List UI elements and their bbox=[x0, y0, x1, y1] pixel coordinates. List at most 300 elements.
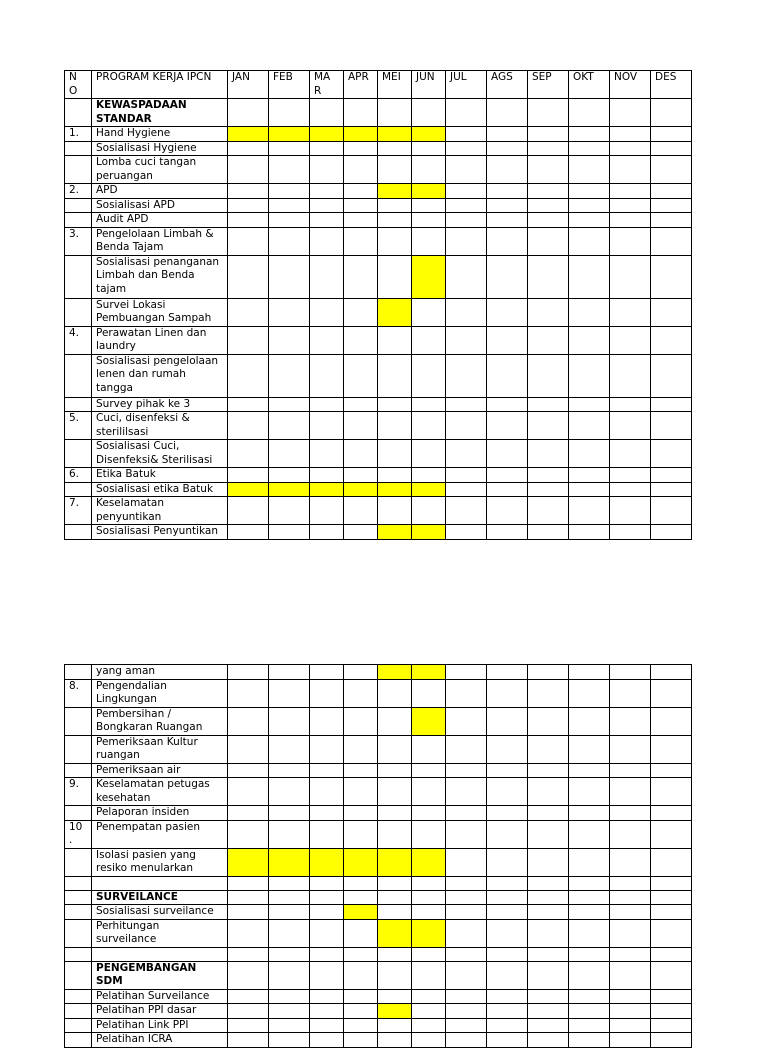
table-row bbox=[65, 184, 692, 199]
month-cell bbox=[310, 99, 344, 127]
month-cell bbox=[310, 735, 344, 763]
row-number bbox=[65, 876, 92, 890]
scheduled-month-cell bbox=[378, 848, 412, 876]
month-cell bbox=[228, 298, 269, 326]
program-item bbox=[92, 876, 228, 890]
month-cell bbox=[310, 876, 344, 890]
month-cell bbox=[412, 468, 446, 483]
header-month: DES bbox=[651, 71, 692, 99]
month-cell bbox=[487, 665, 528, 680]
header-month: JUN bbox=[412, 71, 446, 99]
month-cell bbox=[569, 1018, 610, 1033]
table-row bbox=[65, 227, 692, 255]
month-cell bbox=[269, 440, 310, 468]
month-cell bbox=[610, 848, 651, 876]
month-cell bbox=[344, 156, 378, 184]
row-number bbox=[65, 156, 92, 184]
month-cell bbox=[569, 525, 610, 540]
month-cell bbox=[610, 947, 651, 961]
scheduled-month-cell bbox=[378, 127, 412, 142]
month-cell bbox=[378, 255, 412, 298]
month-cell bbox=[569, 763, 610, 778]
month-cell bbox=[569, 468, 610, 483]
row-number: 3. bbox=[65, 227, 92, 255]
section-heading: KEWASPADAAN STANDAR bbox=[92, 99, 228, 127]
month-cell bbox=[228, 763, 269, 778]
program-item: Sosialisasi Hygiene bbox=[92, 141, 228, 156]
row-number bbox=[65, 947, 92, 961]
row-number bbox=[65, 1033, 92, 1048]
program-item: Sosialisasi APD bbox=[92, 198, 228, 213]
month-cell bbox=[378, 905, 412, 920]
month-cell bbox=[446, 482, 487, 497]
month-cell bbox=[310, 947, 344, 961]
month-cell bbox=[569, 707, 610, 735]
month-cell bbox=[487, 184, 528, 199]
month-cell bbox=[487, 1033, 528, 1048]
row-number bbox=[65, 890, 92, 905]
month-cell bbox=[269, 989, 310, 1004]
month-cell bbox=[344, 707, 378, 735]
month-cell bbox=[528, 354, 569, 397]
month-cell bbox=[651, 127, 692, 142]
month-cell bbox=[310, 468, 344, 483]
table-row bbox=[65, 497, 692, 525]
row-number bbox=[65, 905, 92, 920]
month-cell bbox=[569, 156, 610, 184]
month-cell bbox=[269, 354, 310, 397]
month-cell bbox=[487, 326, 528, 354]
month-cell bbox=[310, 213, 344, 228]
month-cell bbox=[412, 1018, 446, 1033]
month-cell bbox=[569, 482, 610, 497]
month-cell bbox=[446, 184, 487, 199]
month-cell bbox=[228, 497, 269, 525]
program-item: Pemeriksaan air bbox=[92, 763, 228, 778]
program-item: Hand Hygiene bbox=[92, 127, 228, 142]
month-cell bbox=[446, 141, 487, 156]
table-row bbox=[65, 141, 692, 156]
row-number bbox=[65, 198, 92, 213]
month-cell bbox=[487, 99, 528, 127]
month-cell bbox=[310, 707, 344, 735]
month-cell bbox=[610, 989, 651, 1004]
month-cell bbox=[569, 141, 610, 156]
scheduled-month-cell bbox=[269, 848, 310, 876]
month-cell bbox=[228, 397, 269, 412]
program-item: Pelatihan PPI dasar bbox=[92, 1004, 228, 1019]
month-cell bbox=[528, 665, 569, 680]
month-cell bbox=[651, 735, 692, 763]
program-item: Keselamatan petugas kesehatan bbox=[92, 778, 228, 806]
month-cell bbox=[310, 820, 344, 848]
month-cell bbox=[269, 876, 310, 890]
scheduled-month-cell bbox=[378, 665, 412, 680]
month-cell bbox=[446, 354, 487, 397]
month-cell bbox=[487, 1004, 528, 1019]
table-row bbox=[65, 947, 692, 961]
month-cell bbox=[378, 806, 412, 821]
month-cell bbox=[412, 806, 446, 821]
month-cell bbox=[569, 848, 610, 876]
month-cell bbox=[344, 227, 378, 255]
month-cell bbox=[344, 820, 378, 848]
month-cell bbox=[446, 525, 487, 540]
month-cell bbox=[378, 397, 412, 412]
table-row bbox=[65, 255, 692, 298]
month-cell bbox=[487, 848, 528, 876]
row-number bbox=[65, 919, 92, 947]
scheduled-month-cell bbox=[344, 127, 378, 142]
month-cell bbox=[528, 141, 569, 156]
month-cell bbox=[487, 255, 528, 298]
month-cell bbox=[412, 735, 446, 763]
month-cell bbox=[269, 525, 310, 540]
month-cell bbox=[610, 905, 651, 920]
month-cell bbox=[528, 255, 569, 298]
month-cell bbox=[269, 198, 310, 213]
month-cell bbox=[344, 255, 378, 298]
table-row bbox=[65, 198, 692, 213]
month-cell bbox=[412, 298, 446, 326]
month-cell bbox=[412, 412, 446, 440]
month-cell bbox=[610, 412, 651, 440]
month-cell bbox=[310, 1004, 344, 1019]
month-cell bbox=[651, 989, 692, 1004]
month-cell bbox=[310, 255, 344, 298]
row-number bbox=[65, 989, 92, 1004]
month-cell bbox=[569, 1004, 610, 1019]
scheduled-month-cell bbox=[269, 127, 310, 142]
month-cell bbox=[651, 468, 692, 483]
header-month: MA R bbox=[310, 71, 344, 99]
month-cell bbox=[651, 497, 692, 525]
month-cell bbox=[269, 947, 310, 961]
scheduled-month-cell bbox=[412, 665, 446, 680]
month-cell bbox=[569, 326, 610, 354]
month-cell bbox=[412, 905, 446, 920]
month-cell bbox=[446, 919, 487, 947]
month-cell bbox=[310, 905, 344, 920]
month-cell bbox=[610, 397, 651, 412]
month-cell bbox=[378, 156, 412, 184]
month-cell bbox=[378, 876, 412, 890]
month-cell bbox=[269, 735, 310, 763]
month-cell bbox=[344, 184, 378, 199]
month-cell bbox=[569, 497, 610, 525]
month-cell bbox=[446, 497, 487, 525]
header-month: AGS bbox=[487, 71, 528, 99]
program-item: Lomba cuci tangan peruangan bbox=[92, 156, 228, 184]
month-cell bbox=[528, 482, 569, 497]
month-cell bbox=[344, 213, 378, 228]
table-row bbox=[65, 707, 692, 735]
program-item: Sosialisasi penanganan Limbah dan Benda tajam bbox=[92, 255, 228, 298]
month-cell bbox=[651, 525, 692, 540]
row-number bbox=[65, 482, 92, 497]
month-cell bbox=[269, 397, 310, 412]
header-month: OKT bbox=[569, 71, 610, 99]
month-cell bbox=[344, 99, 378, 127]
month-cell bbox=[446, 806, 487, 821]
month-cell bbox=[528, 525, 569, 540]
month-cell bbox=[487, 989, 528, 1004]
month-cell bbox=[378, 412, 412, 440]
program-item: APD bbox=[92, 184, 228, 199]
month-cell bbox=[610, 1033, 651, 1048]
row-number bbox=[65, 213, 92, 228]
month-cell bbox=[487, 905, 528, 920]
month-cell bbox=[487, 354, 528, 397]
month-cell bbox=[344, 440, 378, 468]
month-cell bbox=[610, 961, 651, 989]
row-number bbox=[65, 848, 92, 876]
month-cell bbox=[610, 497, 651, 525]
month-cell bbox=[528, 707, 569, 735]
program-item: Pelatihan ICRA bbox=[92, 1033, 228, 1048]
row-number: 8. bbox=[65, 679, 92, 707]
month-cell bbox=[228, 326, 269, 354]
header-month: NOV bbox=[610, 71, 651, 99]
month-cell bbox=[446, 227, 487, 255]
month-cell bbox=[487, 298, 528, 326]
month-cell bbox=[269, 156, 310, 184]
month-cell bbox=[310, 141, 344, 156]
month-cell bbox=[610, 735, 651, 763]
month-cell bbox=[651, 778, 692, 806]
month-cell bbox=[446, 876, 487, 890]
scheduled-month-cell bbox=[310, 127, 344, 142]
month-cell bbox=[228, 213, 269, 228]
month-cell bbox=[610, 820, 651, 848]
month-cell bbox=[344, 525, 378, 540]
month-cell bbox=[569, 961, 610, 989]
month-cell bbox=[651, 820, 692, 848]
month-cell bbox=[412, 198, 446, 213]
month-cell bbox=[269, 890, 310, 905]
month-cell bbox=[344, 961, 378, 989]
month-cell bbox=[228, 820, 269, 848]
month-cell bbox=[528, 1004, 569, 1019]
month-cell bbox=[228, 198, 269, 213]
month-cell bbox=[228, 156, 269, 184]
month-cell bbox=[378, 778, 412, 806]
month-cell bbox=[487, 1018, 528, 1033]
month-cell bbox=[269, 679, 310, 707]
month-cell bbox=[269, 213, 310, 228]
month-cell bbox=[310, 397, 344, 412]
row-number bbox=[65, 763, 92, 778]
month-cell bbox=[528, 876, 569, 890]
month-cell bbox=[378, 1018, 412, 1033]
header-month: APR bbox=[344, 71, 378, 99]
month-cell bbox=[344, 876, 378, 890]
month-cell bbox=[412, 989, 446, 1004]
month-cell bbox=[228, 525, 269, 540]
month-cell bbox=[610, 1018, 651, 1033]
table-row bbox=[65, 1018, 692, 1033]
month-cell bbox=[651, 848, 692, 876]
month-cell bbox=[446, 440, 487, 468]
table-row bbox=[65, 989, 692, 1004]
month-cell bbox=[269, 255, 310, 298]
month-cell bbox=[651, 890, 692, 905]
month-cell bbox=[487, 707, 528, 735]
month-cell bbox=[569, 198, 610, 213]
month-cell bbox=[569, 679, 610, 707]
month-cell bbox=[446, 890, 487, 905]
program-item: Survei Lokasi Pembuangan Sampah bbox=[92, 298, 228, 326]
month-cell bbox=[269, 184, 310, 199]
month-cell bbox=[344, 198, 378, 213]
month-cell bbox=[651, 99, 692, 127]
scheduled-month-cell bbox=[412, 255, 446, 298]
program-item: Sosialisasi Cuci, Disenfeksi& Sterilisasi bbox=[92, 440, 228, 468]
month-cell bbox=[651, 298, 692, 326]
month-cell bbox=[610, 156, 651, 184]
program-item: Sosialisasi Penyuntikan bbox=[92, 525, 228, 540]
month-cell bbox=[610, 227, 651, 255]
month-cell bbox=[446, 326, 487, 354]
month-cell bbox=[651, 919, 692, 947]
month-cell bbox=[228, 227, 269, 255]
month-cell bbox=[446, 99, 487, 127]
month-cell bbox=[651, 806, 692, 821]
month-cell bbox=[310, 890, 344, 905]
table-row bbox=[65, 735, 692, 763]
month-cell bbox=[487, 227, 528, 255]
month-cell bbox=[487, 397, 528, 412]
month-cell bbox=[412, 156, 446, 184]
month-cell bbox=[569, 890, 610, 905]
month-cell bbox=[310, 184, 344, 199]
month-cell bbox=[651, 156, 692, 184]
month-cell bbox=[528, 468, 569, 483]
month-cell bbox=[487, 412, 528, 440]
month-cell bbox=[344, 1018, 378, 1033]
month-cell bbox=[228, 876, 269, 890]
month-cell bbox=[310, 806, 344, 821]
row-number bbox=[65, 99, 92, 127]
month-cell bbox=[651, 707, 692, 735]
program-item: Pelaporan insiden bbox=[92, 806, 228, 821]
month-cell bbox=[651, 184, 692, 199]
month-cell bbox=[487, 198, 528, 213]
header-row bbox=[65, 71, 692, 99]
month-cell bbox=[310, 298, 344, 326]
month-cell bbox=[344, 298, 378, 326]
month-cell bbox=[569, 412, 610, 440]
month-cell bbox=[228, 412, 269, 440]
month-cell bbox=[344, 735, 378, 763]
program-item: yang aman bbox=[92, 665, 228, 680]
month-cell bbox=[228, 665, 269, 680]
month-cell bbox=[344, 890, 378, 905]
month-cell bbox=[446, 1018, 487, 1033]
month-cell bbox=[569, 876, 610, 890]
month-cell bbox=[569, 127, 610, 142]
month-cell bbox=[528, 947, 569, 961]
month-cell bbox=[412, 99, 446, 127]
row-number: 1. bbox=[65, 127, 92, 142]
month-cell bbox=[610, 919, 651, 947]
month-cell bbox=[412, 141, 446, 156]
month-cell bbox=[651, 141, 692, 156]
month-cell bbox=[378, 198, 412, 213]
table-row bbox=[65, 326, 692, 354]
month-cell bbox=[487, 468, 528, 483]
month-cell bbox=[569, 397, 610, 412]
month-cell bbox=[269, 1018, 310, 1033]
month-cell bbox=[528, 905, 569, 920]
month-cell bbox=[228, 707, 269, 735]
month-cell bbox=[228, 354, 269, 397]
month-cell bbox=[344, 412, 378, 440]
row-number: 10 . bbox=[65, 820, 92, 848]
month-cell bbox=[228, 1004, 269, 1019]
month-cell bbox=[378, 213, 412, 228]
header-no: N O bbox=[65, 71, 92, 99]
month-cell bbox=[487, 961, 528, 989]
month-cell bbox=[487, 156, 528, 184]
table-row bbox=[65, 127, 692, 142]
month-cell bbox=[446, 905, 487, 920]
month-cell bbox=[344, 141, 378, 156]
month-cell bbox=[310, 763, 344, 778]
month-cell bbox=[310, 1018, 344, 1033]
month-cell bbox=[651, 326, 692, 354]
row-number bbox=[65, 354, 92, 397]
month-cell bbox=[528, 440, 569, 468]
table-row bbox=[65, 961, 692, 989]
month-cell bbox=[344, 919, 378, 947]
month-cell bbox=[412, 763, 446, 778]
month-cell bbox=[651, 876, 692, 890]
month-cell bbox=[228, 890, 269, 905]
month-cell bbox=[228, 778, 269, 806]
month-cell bbox=[378, 326, 412, 354]
program-item: Penempatan pasien bbox=[92, 820, 228, 848]
month-cell bbox=[487, 213, 528, 228]
row-number: 7. bbox=[65, 497, 92, 525]
scheduled-month-cell bbox=[412, 127, 446, 142]
month-cell bbox=[569, 298, 610, 326]
work-program-table-page-1 bbox=[64, 70, 692, 540]
month-cell bbox=[569, 806, 610, 821]
program-item: Pemeriksaan Kultur ruangan bbox=[92, 735, 228, 763]
section-heading: PENGEMBANGAN SDM bbox=[92, 961, 228, 989]
month-cell bbox=[446, 198, 487, 213]
month-cell bbox=[269, 665, 310, 680]
scheduled-month-cell bbox=[344, 482, 378, 497]
month-cell bbox=[651, 198, 692, 213]
month-cell bbox=[344, 326, 378, 354]
month-cell bbox=[344, 806, 378, 821]
month-cell bbox=[378, 99, 412, 127]
month-cell bbox=[378, 468, 412, 483]
month-cell bbox=[446, 665, 487, 680]
header-month: MEI bbox=[378, 71, 412, 99]
month-cell bbox=[487, 679, 528, 707]
month-cell bbox=[528, 227, 569, 255]
month-cell bbox=[412, 354, 446, 397]
table-row bbox=[65, 778, 692, 806]
month-cell bbox=[528, 890, 569, 905]
program-item: Pengendalian Lingkungan bbox=[92, 679, 228, 707]
month-cell bbox=[269, 497, 310, 525]
row-number bbox=[65, 255, 92, 298]
month-cell bbox=[487, 919, 528, 947]
